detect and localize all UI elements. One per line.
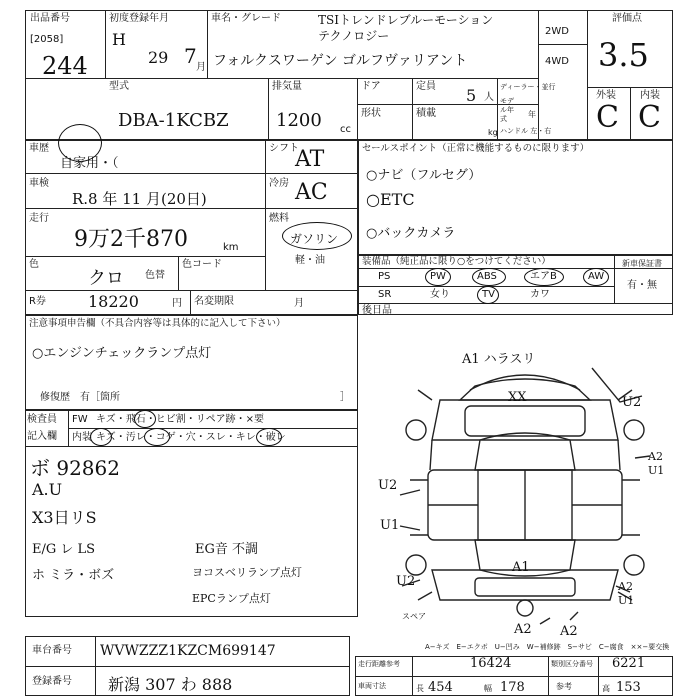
lot-number: 244 bbox=[42, 52, 88, 80]
mark-circle-1 bbox=[134, 410, 156, 428]
recycle-value: 18220 bbox=[88, 292, 139, 311]
displacement-label: 排気量 bbox=[272, 81, 302, 92]
mark-circle-4 bbox=[256, 428, 282, 446]
sales-points-label: セールスポイント（正常に機能するものに限ります） bbox=[362, 143, 590, 154]
diagram-mark-2: XX bbox=[508, 390, 527, 405]
tax-month: 月 bbox=[294, 298, 304, 309]
car-name: フォルクスワーゲン ゴルフヴァリアント bbox=[213, 53, 468, 69]
equipment-item: AW bbox=[588, 271, 605, 282]
mark-circle-3 bbox=[144, 428, 170, 446]
equipment-item: PS bbox=[378, 271, 391, 282]
width-label: 幅 bbox=[484, 684, 492, 693]
inspector-line-3: Ⅹ3日リS bbox=[32, 508, 97, 527]
door-label: ドア bbox=[361, 81, 381, 92]
model-year-label: モデル年式 bbox=[500, 97, 514, 123]
ref-label: 参考 bbox=[556, 682, 572, 691]
interior-label: 内装 bbox=[640, 90, 660, 101]
cc-unit: cc bbox=[340, 124, 351, 135]
capacity: 5 bbox=[466, 86, 477, 105]
model-label: 型式 bbox=[109, 81, 129, 92]
shift-value: AT bbox=[295, 147, 325, 172]
new-car-label: 新車保証書 bbox=[622, 259, 662, 268]
diagram-mark-3: U2 bbox=[622, 395, 642, 410]
color-label: 色 bbox=[29, 259, 39, 270]
class-number: 6221 bbox=[612, 656, 646, 671]
diagram-mark-5: U2 bbox=[378, 478, 398, 493]
length-label: 長 bbox=[416, 684, 424, 693]
mark-circle-2 bbox=[90, 428, 112, 446]
era: H bbox=[112, 30, 126, 49]
chassis-label: 車台番号 bbox=[32, 645, 72, 656]
name-grade-label: 車名・グレード bbox=[211, 13, 281, 24]
lot-number-label: 出品番号 bbox=[30, 13, 70, 24]
grade: TSIトレンドレブルーモーション テクノロジー bbox=[318, 13, 494, 43]
equipment-item: 女り bbox=[430, 289, 450, 300]
ac-value: AC bbox=[295, 180, 328, 205]
registration-month: 7 bbox=[184, 44, 197, 68]
handle-label: ハンドル 左・右 bbox=[500, 127, 552, 135]
repair-history-end: ］ bbox=[340, 392, 350, 403]
equipment-item: TV bbox=[482, 289, 495, 300]
inspection-label: 車検 bbox=[29, 178, 49, 189]
equipment-item: エアB bbox=[530, 271, 557, 282]
inspector-int-row: キズ・汚レ・コゲ・穴・スレ・キレ・破レ bbox=[96, 432, 286, 443]
class-label: 類別区分番号 bbox=[551, 660, 593, 668]
year-unit: 年 bbox=[528, 110, 536, 119]
color-value: クロ bbox=[88, 268, 124, 289]
diagram-mark-4: A2 U1 bbox=[648, 450, 665, 477]
drive-4wd: 4WD bbox=[545, 56, 569, 67]
month-unit: 月 bbox=[196, 62, 206, 73]
repair-history-label: 修復歴 有［箇所 bbox=[40, 392, 120, 403]
inspector-line-1: ボ 92862 bbox=[30, 456, 120, 480]
inspector-line-2: A.U bbox=[32, 480, 63, 499]
exterior-grade: C bbox=[596, 100, 619, 135]
registration-number: 新潟 307 わ 888 bbox=[108, 675, 233, 694]
inspector-int-label: 内装 bbox=[72, 432, 92, 443]
equipment-item: SR bbox=[378, 289, 392, 300]
diagram-mark-11: A2 bbox=[560, 624, 578, 639]
mileage-ref-label: 走行距離参考 bbox=[358, 660, 400, 668]
sales-point-3: ○バックカメラ bbox=[366, 226, 456, 241]
inspector-right-2: ヨコスベリランプ点灯 bbox=[192, 566, 302, 579]
fuel-alt: 軽・油 bbox=[295, 255, 325, 266]
spare-label: スペア bbox=[402, 612, 426, 621]
notes-label: 注意事項申告欄（不具合内容等は具体的に記入して下さい） bbox=[29, 318, 286, 329]
chassis-number: WVWZZZ1KZCM699147 bbox=[100, 643, 276, 659]
sales-point-2: ○ETC bbox=[366, 190, 415, 209]
ac-label: 冷房 bbox=[269, 178, 289, 189]
mileage-ref-value: 16424 bbox=[470, 656, 512, 671]
diagram-mark-6: U1 bbox=[380, 518, 400, 533]
inspection-value: R.8 年 11 月(20日) bbox=[72, 190, 207, 208]
registration-label: 登録番号 bbox=[32, 676, 72, 687]
inspector-line-4: E/G レ LS bbox=[32, 542, 96, 557]
score-label: 評価点 bbox=[612, 13, 642, 24]
height-value: 153 bbox=[616, 680, 641, 695]
damage-legend: A−キズ E−エクボ U−凹み W−補修跡 S−サビ C−腐食 ××−要交換 bbox=[425, 643, 670, 651]
size-label: 車両寸法 bbox=[358, 682, 386, 690]
inspector-ext-row: キズ・飛石・ヒビ割・リペア跡・×要 bbox=[96, 414, 264, 425]
diagram-mark-1: A1 ハラスリ bbox=[462, 352, 536, 367]
interior-grade: C bbox=[638, 100, 661, 135]
shift-label: シフト bbox=[269, 143, 299, 154]
registration-year: 29 bbox=[148, 48, 169, 67]
length-value: 454 bbox=[428, 680, 453, 695]
use-label: 車歴 bbox=[29, 143, 49, 154]
first-registration-label: 初度登録年月 bbox=[109, 13, 169, 24]
mileage-label: 走行 bbox=[29, 213, 49, 224]
dealer-label: ディーラー・並行 bbox=[500, 83, 556, 91]
notes-text: ○エンジンチェックランプ点灯 bbox=[32, 346, 212, 361]
inspector-right-3: EPCランプ点灯 bbox=[192, 592, 271, 605]
inspector-label-1: 検査員 bbox=[27, 414, 57, 425]
model: DBA-1KCBZ bbox=[118, 110, 229, 131]
color-swap-label: 色替 bbox=[145, 270, 165, 281]
lot-sub-number: [2058] bbox=[30, 34, 64, 45]
inspector-fw: FW bbox=[72, 414, 88, 425]
diagram-mark-9: A2 U1 bbox=[618, 580, 635, 607]
fuel-label: 燃料 bbox=[269, 213, 289, 224]
score: 3.5 bbox=[598, 36, 649, 74]
fuel-circle bbox=[282, 222, 352, 250]
later-items-label: 後日品 bbox=[362, 305, 392, 316]
height-label: 高 bbox=[602, 684, 610, 693]
use-value: 自家用・（ bbox=[60, 156, 119, 171]
equipment-item: PW bbox=[430, 271, 446, 282]
kg-unit: kg bbox=[488, 128, 498, 137]
capacity-unit: 人 bbox=[484, 92, 494, 103]
equipment-item: カワ bbox=[530, 289, 550, 300]
km-unit: km bbox=[223, 242, 239, 253]
diagram-mark-10: A2 bbox=[514, 622, 532, 637]
yen-unit: 円 bbox=[172, 298, 182, 309]
diagram-mark-7: A1 bbox=[512, 560, 530, 575]
drive-2wd: 2WD bbox=[545, 26, 569, 37]
load-label: 積載 bbox=[416, 108, 436, 119]
equipment-item: ABS bbox=[477, 271, 497, 282]
mileage-value: 9万2千870 bbox=[74, 227, 188, 252]
capacity-label: 定員 bbox=[416, 81, 436, 92]
tax-label: 名変期限 bbox=[194, 296, 234, 307]
use-circle bbox=[58, 124, 102, 162]
diagram-mark-8: U2 bbox=[396, 574, 416, 589]
width-value: 178 bbox=[500, 680, 525, 695]
exterior-label: 外装 bbox=[596, 90, 616, 101]
fuel-value: ガソリン bbox=[290, 232, 339, 246]
inspector-label-2: 記入欄 bbox=[27, 431, 57, 442]
sales-point-1: ○ナビ（フルセグ） bbox=[366, 168, 482, 183]
shape-label: 形状 bbox=[361, 108, 381, 119]
inspector-line-5: ホ ミラ・ボズ bbox=[32, 568, 115, 583]
inspector-right-1: EG音 不調 bbox=[195, 542, 259, 557]
color-code-label: 色コード bbox=[182, 259, 222, 270]
equipment-label: 装備品（純正品に限り○をつけてください） bbox=[362, 256, 551, 267]
displacement: 1200 bbox=[276, 110, 322, 131]
recycle-label: R券 bbox=[29, 296, 46, 307]
new-car-value: 有・無 bbox=[627, 280, 657, 291]
